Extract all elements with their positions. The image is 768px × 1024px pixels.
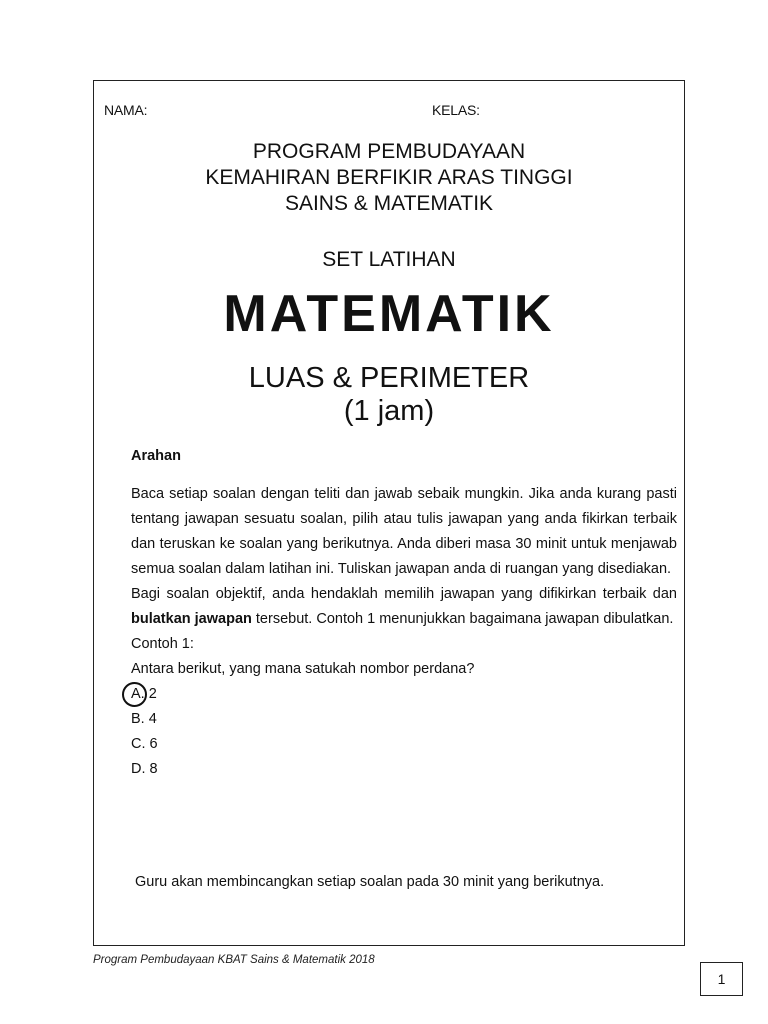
duration: (1 jam) <box>343 395 435 427</box>
option-value: 6 <box>149 736 158 752</box>
program-line-3: SAINS & MATEMATIK <box>284 192 494 215</box>
option-b <box>131 707 677 732</box>
paragraph-2-start: Bagi soalan objektif, anda hendaklah memilih jawapan yang difikirkan terbaik dan <box>131 586 677 602</box>
teacher-note: Guru akan membincangkan setiap soalan pada 30 minit yang berikutnya. <box>135 874 605 890</box>
option-letter: C. <box>131 736 146 752</box>
program-title <box>93 139 685 217</box>
option-d <box>131 757 677 782</box>
program-line-1: PROGRAM PEMBUDAYAAN <box>252 140 526 163</box>
option-a <box>131 682 677 707</box>
answer-circle <box>122 682 147 707</box>
example-options <box>131 682 677 782</box>
instructions-section <box>131 444 677 782</box>
option-value: 8 <box>149 761 158 777</box>
option-letter: B. <box>131 711 145 727</box>
topic-title <box>93 362 685 428</box>
example-question: Antara berikut, yang mana satukah nombor perdana? <box>131 661 475 677</box>
topic-name: LUAS & PERIMETER <box>248 362 530 394</box>
program-line-2: KEMAHIRAN BERFIKIR ARAS TINGGI <box>205 166 573 189</box>
kelas-label: KELAS: <box>432 102 480 118</box>
paragraph-2-end: tersebut. Contoh 1 menunjukkan bagaimana jawapan dibulatkan. <box>251 611 674 627</box>
instructions-heading: Arahan <box>131 448 181 464</box>
instructions-paragraph-1: Baca setiap soalan dengan teliti dan jawab sebaik mungkin. Jika anda kurang pasti tentang jawapan sesuatu soalan, pilih atau tulis jawapan yang anda fikirkan terbaik dan teruskan ke soalan yang berikutnya. Anda diberi masa 30 minit untuk menjawab semua soalan dalam latihan ini. Tuliskan jawapan anda di ruangan yang disediakan. <box>131 486 677 577</box>
example-label: Contoh 1: <box>131 636 194 652</box>
option-value: 2 <box>148 686 157 702</box>
option-letter: A. <box>131 686 145 702</box>
option-letter: D. <box>131 761 146 777</box>
option-value: 4 <box>148 711 157 727</box>
paragraph-2-bold: bulatkan jawapan <box>131 611 252 627</box>
set-title: SET LATIHAN <box>322 248 456 271</box>
page-number: 1 <box>700 962 743 996</box>
nama-label: NAMA: <box>104 102 148 118</box>
option-c <box>131 732 677 757</box>
footer-text: Program Pembudayaan KBAT Sains & Matematik 2018 <box>93 954 375 966</box>
instructions-paragraph-2 <box>131 582 677 632</box>
subject-title: MATEMATIK <box>223 285 555 343</box>
